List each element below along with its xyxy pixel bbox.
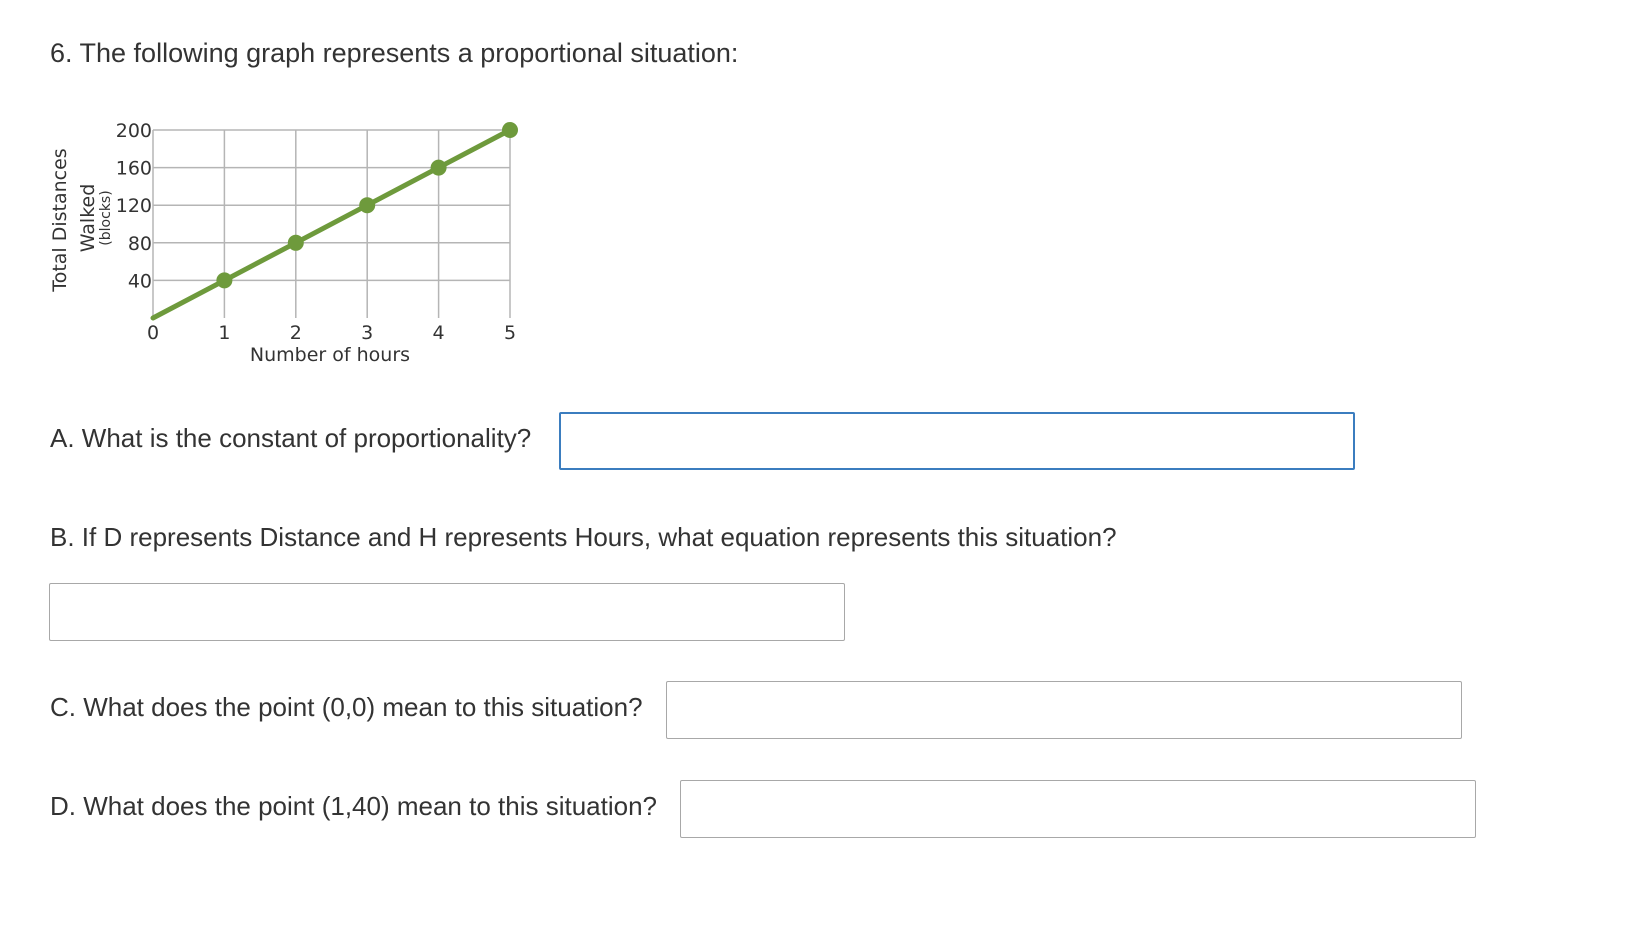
part-d-answer-input[interactable]: [680, 780, 1476, 838]
y-axis-title-line1: Total Distances: [49, 148, 71, 292]
part-c-answer-input[interactable]: [666, 681, 1462, 739]
x-tick-labels: [147, 322, 516, 344]
x-tick-label-2: 2: [289, 322, 302, 344]
part-a-answer-input[interactable]: [559, 412, 1355, 470]
series-line-0: [153, 130, 510, 318]
x-tick-label-0: 0: [146, 322, 160, 344]
x-axis-title: Number of hours: [249, 344, 411, 366]
y-tick-label-1: 80: [127, 232, 152, 255]
y-tick-label-0: 40: [127, 270, 152, 293]
part-b-answer-input[interactable]: [49, 583, 845, 641]
x-tick-label-5: 5: [503, 322, 517, 344]
part-b-label: B. If D represents Distance and H represents Hours, what equation represents this situation?: [50, 522, 1117, 552]
data-point-1: [288, 235, 304, 251]
y-tick-label-4: 200: [115, 120, 152, 142]
x-tick-label-3: 3: [361, 322, 374, 344]
data-point-3: [431, 160, 447, 176]
x-tick-label-4: 4: [432, 322, 445, 344]
chart-svg: [40, 120, 560, 400]
part-c-label: C. What does the point (0,0) mean to this situation?: [50, 692, 643, 722]
proportional-line-chart: [40, 120, 560, 400]
y-tick-label-3: 160: [115, 157, 152, 180]
data-point-2: [359, 197, 375, 213]
part-d-label: D. What does the point (1,40) mean to this situation?: [50, 791, 658, 821]
part-a-label: A. What is the constant of proportionality?: [50, 423, 532, 453]
chart-series-line: [153, 130, 510, 318]
y-tick-labels: [116, 120, 152, 292]
y-axis-unit: (blocks): [98, 190, 114, 246]
x-tick-label-1: 1: [218, 322, 231, 344]
data-point-4: [502, 122, 518, 138]
y-tick-label-2: 120: [115, 195, 152, 218]
data-point-0: [216, 272, 232, 288]
question-title: 6. The following graph represents a proportional situation:: [50, 38, 739, 68]
y-axis-title-line2: Walked: [77, 183, 99, 253]
